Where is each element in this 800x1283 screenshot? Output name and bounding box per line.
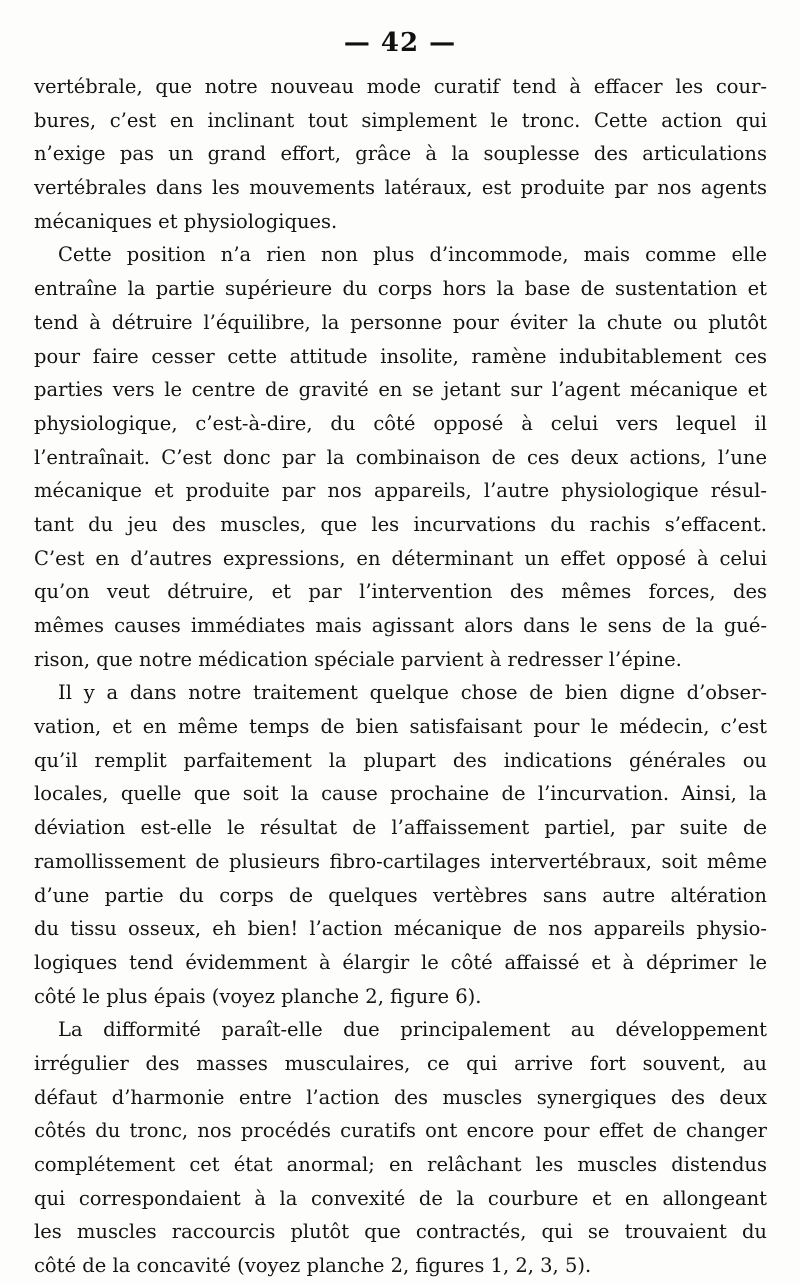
text-line: qu’il remplit parfaitement la plupart des indications générales ou	[34, 748, 767, 772]
text-line: La difformité paraît-elle due principalement au développement	[58, 1018, 767, 1042]
page-number: — 42 —	[343, 28, 457, 58]
body-text	[34, 70, 767, 1283]
text-line: ramollissement de plusieurs fibro-cartilages intervertébraux, soit même	[34, 849, 767, 873]
text-line: Cette position n’a rien non plus d’incommode, mais comme elle	[58, 243, 767, 267]
text-line: d’une partie du corps de quelques vertèbres sans autre altération	[34, 883, 767, 907]
text-line: mêmes causes immédiates mais agissant alors dans le sens de la gué-	[34, 614, 767, 637]
text-line: mécanique et produite par nos appareils, l’autre physiologique résul-	[34, 479, 767, 503]
text-line: côté de la concavité (voyez planche 2, figures 1, 2, 3, 5).	[34, 1254, 592, 1278]
text-line: tend à détruire l’équilibre, la personne pour éviter la chute ou plutôt	[34, 310, 767, 334]
text-line: qui correspondaient à la convexité de la courbure et en allongeant	[34, 1186, 767, 1210]
text-line: Il y a dans notre traitement quelque chose de bien digne d’obser-	[58, 681, 767, 705]
text-line: rison, que notre médication spéciale parvient à redresser l’épine.	[34, 647, 682, 671]
text-line: pour faire cesser cette attitude insolite, ramène indubitablement ces	[34, 344, 767, 368]
text-line: déviation est-elle le résultat de l’affaissement partiel, par suite de	[34, 816, 767, 840]
text-line: physiologique, c’est-à-dire, du côté opposé à celui vers lequel il	[34, 411, 767, 435]
text-line: tant du jeu des muscles, que les incurvations du rachis s’effacent.	[34, 512, 767, 536]
text-line: complétement cet état anormal; en relâchant les muscles distendus	[34, 1153, 767, 1176]
text-line: du tissu osseux, eh bien! l’action mécanique de nos appareils physio-	[34, 917, 767, 941]
text-line: parties vers le centre de gravité en se jetant sur l’agent mécanique et	[34, 378, 767, 402]
text-line: côté le plus épais (voyez planche 2, figure 6).	[34, 984, 482, 1008]
text-line: n’exige pas un grand effort, grâce à la souplesse des articulations	[34, 142, 767, 166]
text-line: bures, c’est en inclinant tout simplement le tronc. Cette action qui	[34, 108, 767, 132]
text-line: les muscles raccourcis plutôt que contractés, qui se trouvaient du	[34, 1220, 767, 1244]
text-line: mécaniques et physiologiques.	[34, 209, 338, 233]
text-line: logiques tend évidemment à élargir le côté affaissé et à déprimer le	[34, 950, 767, 974]
text-line: vertébrales dans les mouvements latéraux, est produite par nos agents	[34, 176, 767, 200]
text-line: qu’on veut détruire, et par l’intervention des mêmes forces, des	[34, 580, 767, 604]
text-line: vation, et en même temps de bien satisfaisant pour le médecin, c’est	[34, 715, 767, 739]
text-line: irrégulier des masses musculaires, ce qui arrive fort souvent, au	[34, 1051, 767, 1075]
text-line: vertébrale, que notre nouveau mode curatif tend à effacer les cour-	[34, 75, 767, 98]
text-line: défaut d’harmonie entre l’action des muscles synergiques des deux	[34, 1085, 767, 1109]
text-line: l’entraînait. C’est donc par la combinaison de ces deux actions, l’une	[34, 445, 767, 469]
text-line: côtés du tronc, nos procédés curatifs ont encore pour effet de changer	[34, 1119, 767, 1143]
text-line: C’est en d’autres expressions, en déterminant un effet opposé à celui	[34, 546, 767, 570]
text-line: locales, quelle que soit la cause prochaine de l’incurvation. Ainsi, la	[34, 782, 767, 806]
text-line: entraîne la partie supérieure du corps hors la base de sustentation et	[34, 277, 767, 301]
